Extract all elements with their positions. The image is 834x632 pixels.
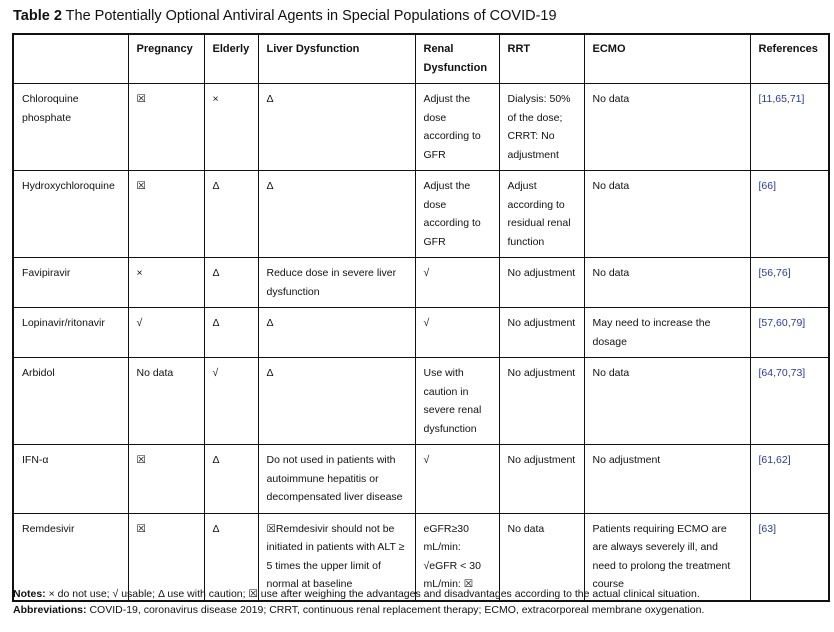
table-footnotes bbox=[13, 586, 704, 618]
cell-elderly: Δ bbox=[204, 308, 258, 358]
cell-renal: √ bbox=[415, 308, 499, 358]
column-header: RRT bbox=[499, 34, 584, 84]
cell-pregnancy: ☒ bbox=[128, 84, 204, 171]
table-row bbox=[13, 308, 829, 358]
table-label: Table 2 bbox=[13, 8, 62, 24]
cell-liver: Δ bbox=[258, 84, 415, 171]
cell-elderly: × bbox=[204, 84, 258, 171]
table-row bbox=[13, 171, 829, 258]
reference-link[interactable]: [66] bbox=[750, 171, 829, 258]
cell-rrt: No adjustment bbox=[499, 358, 584, 445]
cell-elderly: Δ bbox=[204, 445, 258, 514]
cell-renal: Adjust the dose according to GFR bbox=[415, 84, 499, 171]
reference-link[interactable]: [64,70,73] bbox=[750, 358, 829, 445]
cell-elderly: Δ bbox=[204, 171, 258, 258]
column-header bbox=[13, 34, 128, 84]
column-header: Liver Dysfunction bbox=[258, 34, 415, 84]
cell-pregnancy: ☒ bbox=[128, 171, 204, 258]
abbreviations: Abbreviations: COVID-19, coronavirus disease 2019; CRRT, continuous renal replacement therapy; ECMO, extracorporeal membrane oxygenation. bbox=[13, 604, 705, 616]
column-header: Pregnancy bbox=[128, 34, 204, 84]
cell-ecmo: Patients requiring ECMO are are always severely ill, and need to prolong the treatment course bbox=[584, 513, 750, 601]
cell-pregnancy: × bbox=[128, 258, 204, 308]
cell-pregnancy: ☒ bbox=[128, 513, 204, 601]
cell-elderly: Δ bbox=[204, 513, 258, 601]
column-header: Elderly bbox=[204, 34, 258, 84]
cell-ecmo: No data bbox=[584, 258, 750, 308]
cell-rrt: Dialysis: 50% of the dose; CRRT: No adjustment bbox=[499, 84, 584, 171]
cell-liver: Δ bbox=[258, 308, 415, 358]
antiviral-table bbox=[12, 33, 830, 602]
cell-liver: Δ bbox=[258, 171, 415, 258]
column-header: ECMO bbox=[584, 34, 750, 84]
reference-link[interactable]: [63] bbox=[750, 513, 829, 601]
cell-drug: Favipiravir bbox=[13, 258, 128, 308]
cell-elderly: Δ bbox=[204, 258, 258, 308]
table-row bbox=[13, 445, 829, 514]
cell-rrt: No adjustment bbox=[499, 308, 584, 358]
cell-liver: Do not used in patients with autoimmune hepatitis or decompensated liver disease bbox=[258, 445, 415, 514]
reference-link[interactable]: [56,76] bbox=[750, 258, 829, 308]
cell-renal: Use with caution in severe renal dysfunction bbox=[415, 358, 499, 445]
cell-drug: Remdesivir bbox=[13, 513, 128, 601]
cell-ecmo: No data bbox=[584, 84, 750, 171]
cell-pregnancy: √ bbox=[128, 308, 204, 358]
cell-liver: ☒Remdesivir should not be initiated in patients with ALT ≥ 5 times the upper limit of normal at baseline bbox=[258, 513, 415, 601]
column-header: Renal Dysfunction bbox=[415, 34, 499, 84]
cell-rrt: No adjustment bbox=[499, 258, 584, 308]
cell-renal: √ bbox=[415, 445, 499, 514]
cell-pregnancy: No data bbox=[128, 358, 204, 445]
table-row bbox=[13, 358, 829, 445]
cell-drug: Arbidol bbox=[13, 358, 128, 445]
cell-drug: Hydroxychloroquine bbox=[13, 171, 128, 258]
cell-pregnancy: ☒ bbox=[128, 445, 204, 514]
cell-rrt: Adjust according to residual renal function bbox=[499, 171, 584, 258]
cell-ecmo: No adjustment bbox=[584, 445, 750, 514]
table-title bbox=[13, 8, 557, 24]
header-row bbox=[13, 34, 829, 84]
cell-rrt: No adjustment bbox=[499, 445, 584, 514]
table-row bbox=[13, 84, 829, 171]
cell-drug: Chloroquine phosphate bbox=[13, 84, 128, 171]
cell-renal: Adjust the dose according to GFR bbox=[415, 171, 499, 258]
column-header: References bbox=[750, 34, 829, 84]
reference-link[interactable]: [11,65,71] bbox=[750, 84, 829, 171]
reference-link[interactable]: [57,60,79] bbox=[750, 308, 829, 358]
cell-rrt: No data bbox=[499, 513, 584, 601]
table-caption: The Potentially Optional Antiviral Agents in Special Populations of COVID-19 bbox=[65, 8, 557, 24]
cell-renal: √ bbox=[415, 258, 499, 308]
cell-renal: eGFR≥30 mL/min: √eGFR < 30 mL/min: ☒ bbox=[415, 513, 499, 601]
reference-link[interactable]: [61,62] bbox=[750, 445, 829, 514]
cell-ecmo: No data bbox=[584, 358, 750, 445]
notes: Notes: × do not use; √ usable; Δ use with caution; ☒ use after weighing the advantages and disadvantages according to the actual clinical situation. bbox=[13, 588, 700, 600]
cell-elderly: √ bbox=[204, 358, 258, 445]
cell-ecmo: No data bbox=[584, 171, 750, 258]
cell-drug: Lopinavir/ritonavir bbox=[13, 308, 128, 358]
cell-drug: IFN-α bbox=[13, 445, 128, 514]
cell-ecmo: May need to increase the dosage bbox=[584, 308, 750, 358]
cell-liver: Reduce dose in severe liver dysfunction bbox=[258, 258, 415, 308]
cell-liver: Δ bbox=[258, 358, 415, 445]
table-row bbox=[13, 258, 829, 308]
